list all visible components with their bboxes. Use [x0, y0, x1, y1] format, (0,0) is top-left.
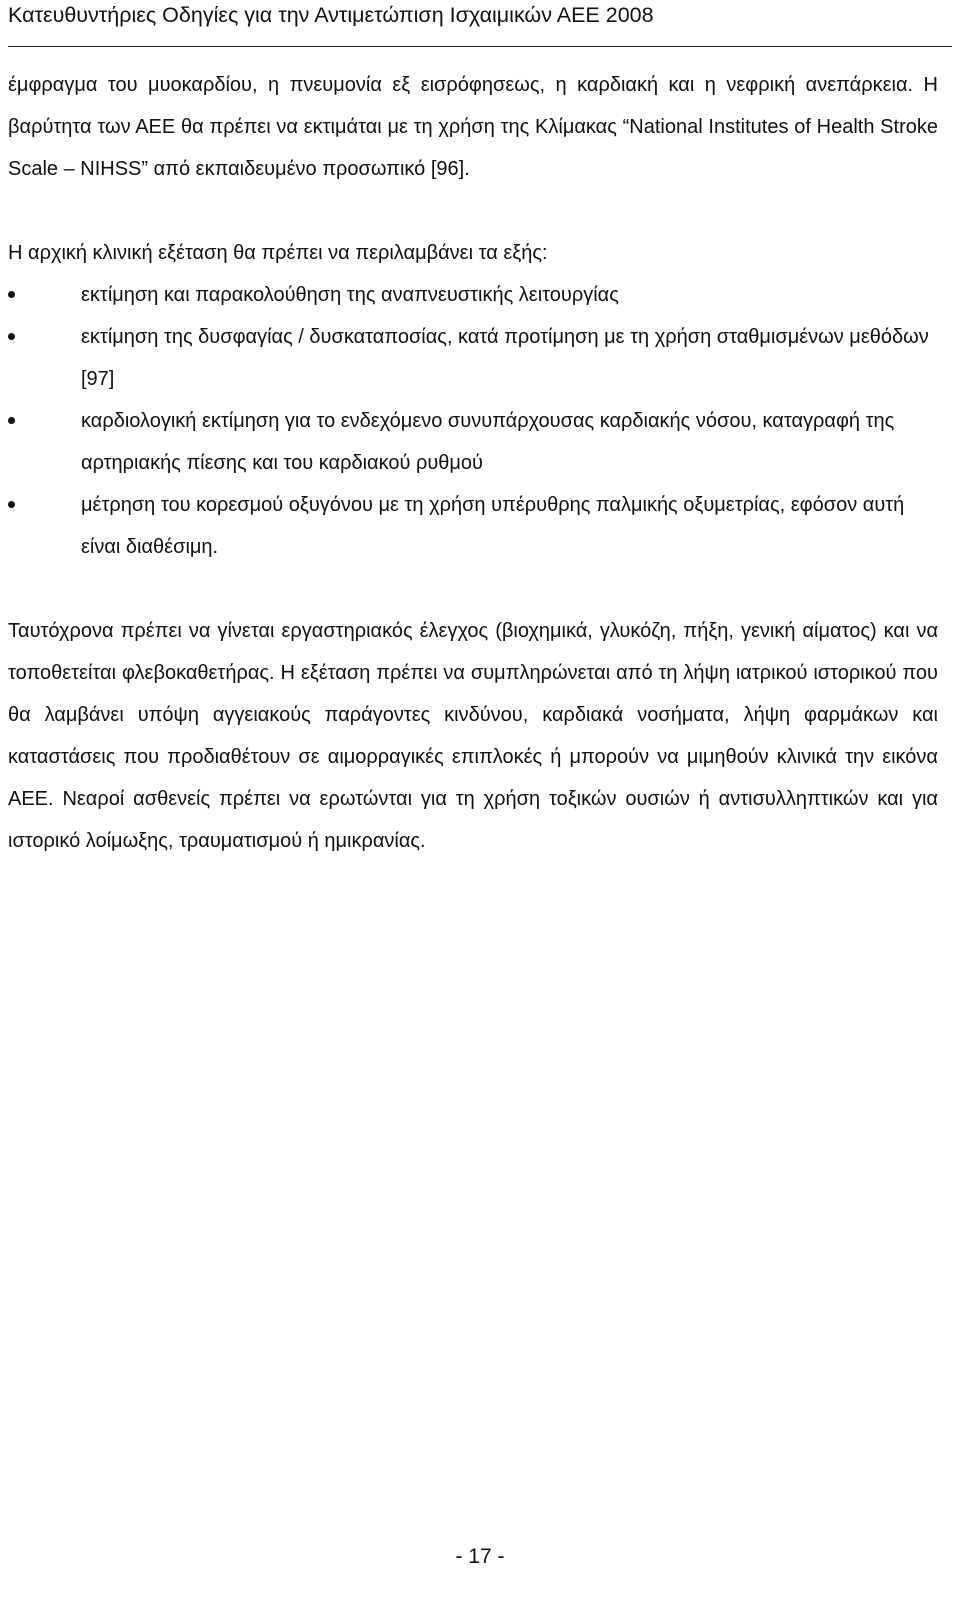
- list-item-text: μέτρηση του κορεσμού οξυγόνου με τη χρήση υπέρυθρης παλμικής οξυμετρίας, εφόσον αυτή είναι διαθέσιμη.: [81, 494, 905, 558]
- page-number: - 17 -: [455, 1545, 505, 1568]
- document-title: Κατευθυντήριες Οδηγίες για την Αντιμετώπιση Ισχαιμικών ΑΕΕ 2008: [8, 3, 654, 27]
- bullet-icon: [8, 291, 15, 298]
- list-item-text: εκτίμηση και παρακολούθηση της αναπνευστικής λειτουργίας: [81, 284, 619, 306]
- list-item: [8, 484, 938, 568]
- page-header: [8, 0, 952, 47]
- bullet-icon: [8, 501, 15, 508]
- document-body: [8, 64, 938, 862]
- list-item: [8, 316, 938, 400]
- list-item-text: καρδιολογική εκτίμηση για το ενδεχόμενο συνυπάρχουσας καρδιακής νόσου, καταγραφή της αρτηριακής πίεσης και του καρδιακού ρυθμού: [81, 410, 895, 474]
- bullet-icon: [8, 417, 15, 424]
- list-item: [8, 274, 938, 316]
- clinical-exam-list: [8, 274, 938, 568]
- list-item-text: εκτίμηση της δυσφαγίας / δυσκαταποσίας, κατά προτίμηση με τη χρήση σταθμισμένων μεθόδων [97]: [81, 326, 929, 390]
- list-item: [8, 400, 938, 484]
- list-intro: Η αρχική κλινική εξέταση θα πρέπει να περιλαμβάνει τα εξής:: [8, 242, 548, 264]
- paragraph-stroke-severity: έμφραγμα του μυοκαρδίου, η πνευμονία εξ εισρόφησεως, η καρδιακή και η νεφρική ανεπάρκεια. Η βαρύτητα των ΑΕΕ θα πρέπει να εκτιμάται με τη χρήση της Κλίμακας “National Institutes of Health Stroke Scale – NIHSS” από εκπαιδευμένο προσωπικό [96].: [8, 74, 938, 180]
- bullet-icon: [8, 333, 15, 340]
- paragraph-lab-tests: Ταυτόχρονα πρέπει να γίνεται εργαστηριακός έλεγχος (βιοχημικά, γλυκόζη, πήξη, γενική αίματος) και να τοποθετείται φλεβοκαθετήρας. Η εξέταση πρέπει να συμπληρώνεται από τη λήψη ιατρικού ιστορικού που θα λαμβάνει υπόψη αγγειακούς παράγοντες κινδύνου, καρδιακά νοσήματα, λήψη φαρμάκων και καταστάσεις που προδιαθέτουν σε αιμορραγικές επιπλοκές ή μπορούν να μιμηθούν κλινικά την εικόνα ΑΕΕ. Νεαροί ασθενείς πρέπει να ερωτώνται για τη χρήση τοξικών ουσιών ή αντισυλληπτικών και για ιστορικό λοίμωξης, τραυματισμού ή ημικρανίας.: [8, 620, 938, 852]
